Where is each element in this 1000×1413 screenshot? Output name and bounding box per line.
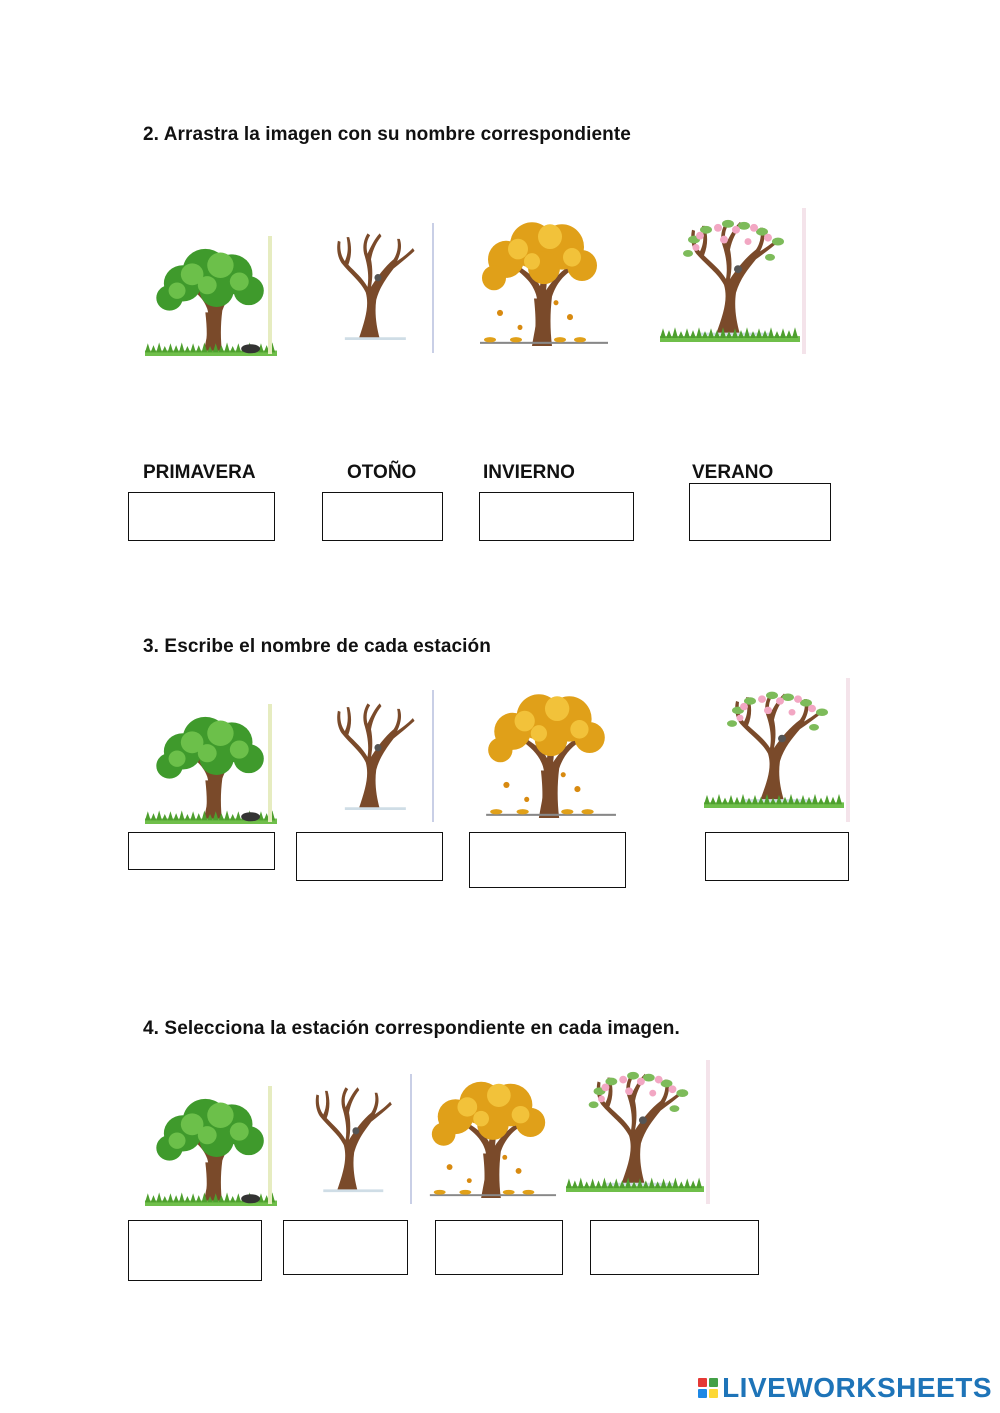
section-2-heading: 2. Arrastra la imagen con su nombre correspondiente — [143, 124, 631, 145]
image-edge — [706, 1060, 710, 1204]
image-edge — [846, 678, 850, 822]
select-field-2[interactable] — [283, 1220, 408, 1275]
brand-name: LIVEWORKSHEETS — [722, 1372, 992, 1403]
drop-zone-verano[interactable] — [689, 483, 831, 541]
season-label-otono: OTOÑO — [347, 462, 417, 483]
image-edge — [432, 223, 434, 353]
drop-zone-otono[interactable] — [322, 492, 443, 541]
winter-tree-icon — [310, 696, 432, 816]
liveworksheets-logo — [698, 1373, 992, 1403]
season-label-primavera: PRIMAVERA — [143, 462, 256, 483]
summer-tree-icon — [145, 1088, 277, 1206]
autumn-tree-icon[interactable] — [470, 214, 610, 348]
drop-zone-primavera[interactable] — [128, 492, 275, 541]
select-field-4[interactable] — [590, 1220, 759, 1275]
drop-zone-invierno[interactable] — [479, 492, 634, 541]
answer-field-4[interactable] — [705, 832, 849, 881]
spring-tree-icon — [704, 686, 844, 808]
image-edge — [268, 236, 272, 354]
summer-tree-icon[interactable] — [145, 238, 277, 356]
answer-field-3[interactable] — [469, 832, 626, 888]
logo-grid-icon — [698, 1378, 718, 1398]
spring-tree-icon — [566, 1066, 704, 1192]
section-3-heading: 3. Escribe el nombre de cada estación — [143, 636, 491, 657]
answer-field-2[interactable] — [296, 832, 443, 881]
section-4-heading: 4. Selecciona la estación correspondiente en cada imagen. — [143, 1018, 680, 1039]
season-label-invierno: INVIERNO — [483, 462, 575, 483]
image-edge — [802, 208, 806, 354]
autumn-tree-icon — [476, 686, 618, 820]
summer-tree-icon — [145, 706, 277, 824]
season-label-verano: VERANO — [692, 462, 774, 483]
image-edge — [268, 704, 272, 822]
select-field-1[interactable] — [128, 1220, 262, 1281]
spring-tree-icon[interactable] — [660, 214, 800, 342]
winter-tree-icon[interactable] — [310, 226, 432, 346]
image-edge — [432, 690, 434, 822]
image-edge — [410, 1074, 412, 1204]
winter-tree-icon — [289, 1080, 409, 1198]
select-field-3[interactable] — [435, 1220, 563, 1275]
answer-field-1[interactable] — [128, 832, 275, 870]
autumn-tree-icon — [420, 1074, 558, 1200]
image-edge — [268, 1086, 272, 1204]
